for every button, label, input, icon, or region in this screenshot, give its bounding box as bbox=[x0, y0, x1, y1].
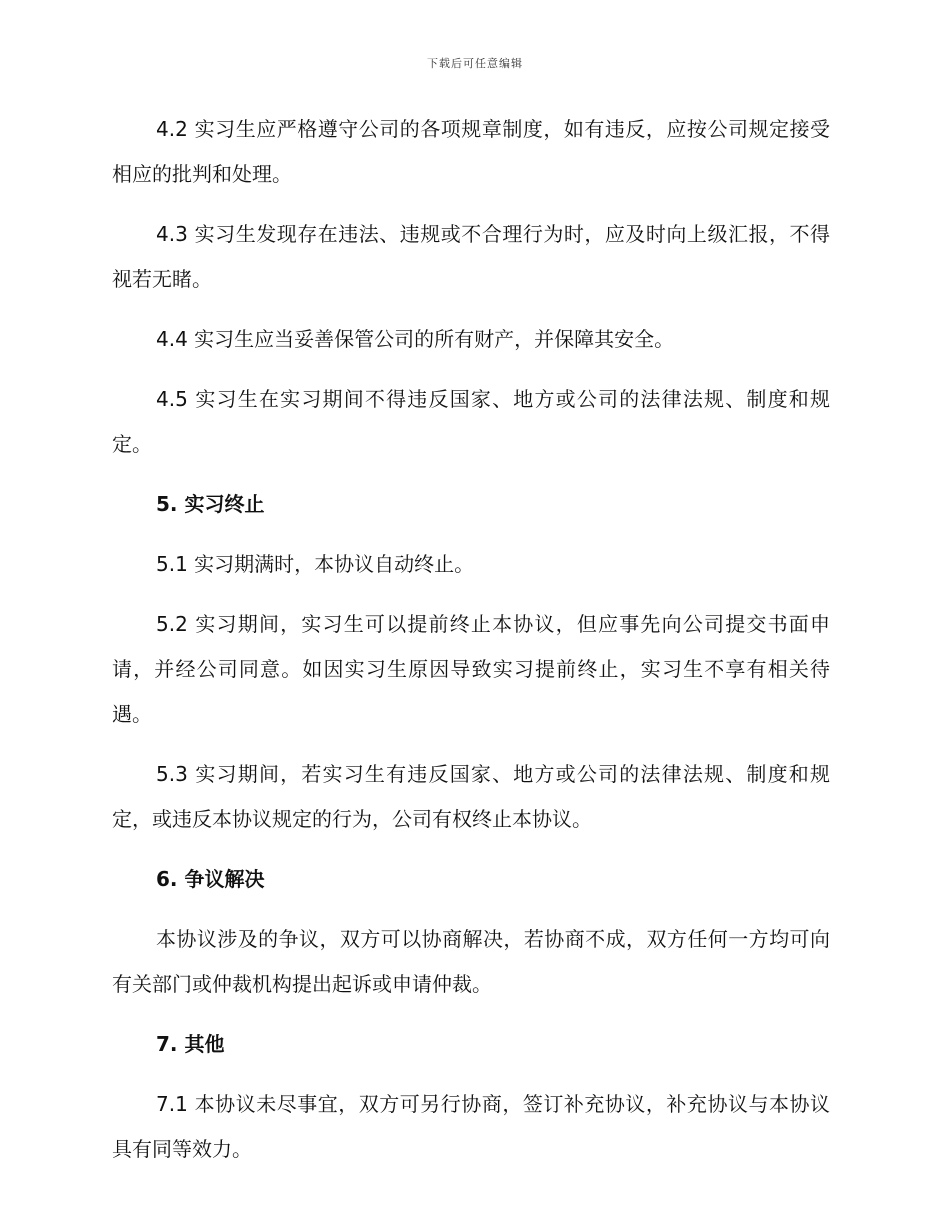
section-heading-5: 5. 实习终止 bbox=[156, 492, 265, 516]
clause-6: 本协议涉及的争议，双方可以协商解决，若协商不成，双方任何一方均可向有关部门或仲裁机构提出起诉或申请仲裁。 bbox=[112, 927, 830, 996]
section-heading-7: 7. 其他 bbox=[156, 1032, 225, 1056]
clause-5-1: 5.1 实习期满时，本协议自动终止。 bbox=[156, 552, 475, 576]
section-heading-6: 6. 争议解决 bbox=[156, 867, 265, 891]
header-note: 下载后可任意编辑 bbox=[427, 57, 523, 70]
document-body bbox=[112, 107, 830, 1187]
clause-4-2: 4.2 实习生应严格遵守公司的各项规章制度，如有违反，应按公司规定接受相应的批判和处理。 bbox=[112, 117, 830, 186]
clause-5-3: 5.3 实习期间，若实习生有违反国家、地方或公司的法律法规、制度和规定，或违反本协议规定的行为，公司有权终止本协议。 bbox=[112, 762, 830, 831]
clause-4-3: 4.3 实习生发现存在违法、违规或不合理行为时，应及时向上级汇报，不得视若无睹。 bbox=[112, 222, 830, 291]
clause-7-1: 7.1 本协议未尽事宜，双方可另行协商，签订补充协议，补充协议与本协议具有同等效力。 bbox=[112, 1092, 830, 1161]
clause-4-4: 4.4 实习生应当妥善保管公司的所有财产，并保障其安全。 bbox=[156, 327, 675, 351]
clause-5-2: 5.2 实习期间，实习生可以提前终止本协议，但应事先向公司提交书面申请，并经公司同意。如因实习生原因导致实习提前终止，实习生不享有相关待遇。 bbox=[112, 612, 830, 726]
clause-4-5: 4.5 实习生在实习期间不得违反国家、地方或公司的法律法规、制度和规定。 bbox=[112, 387, 830, 456]
